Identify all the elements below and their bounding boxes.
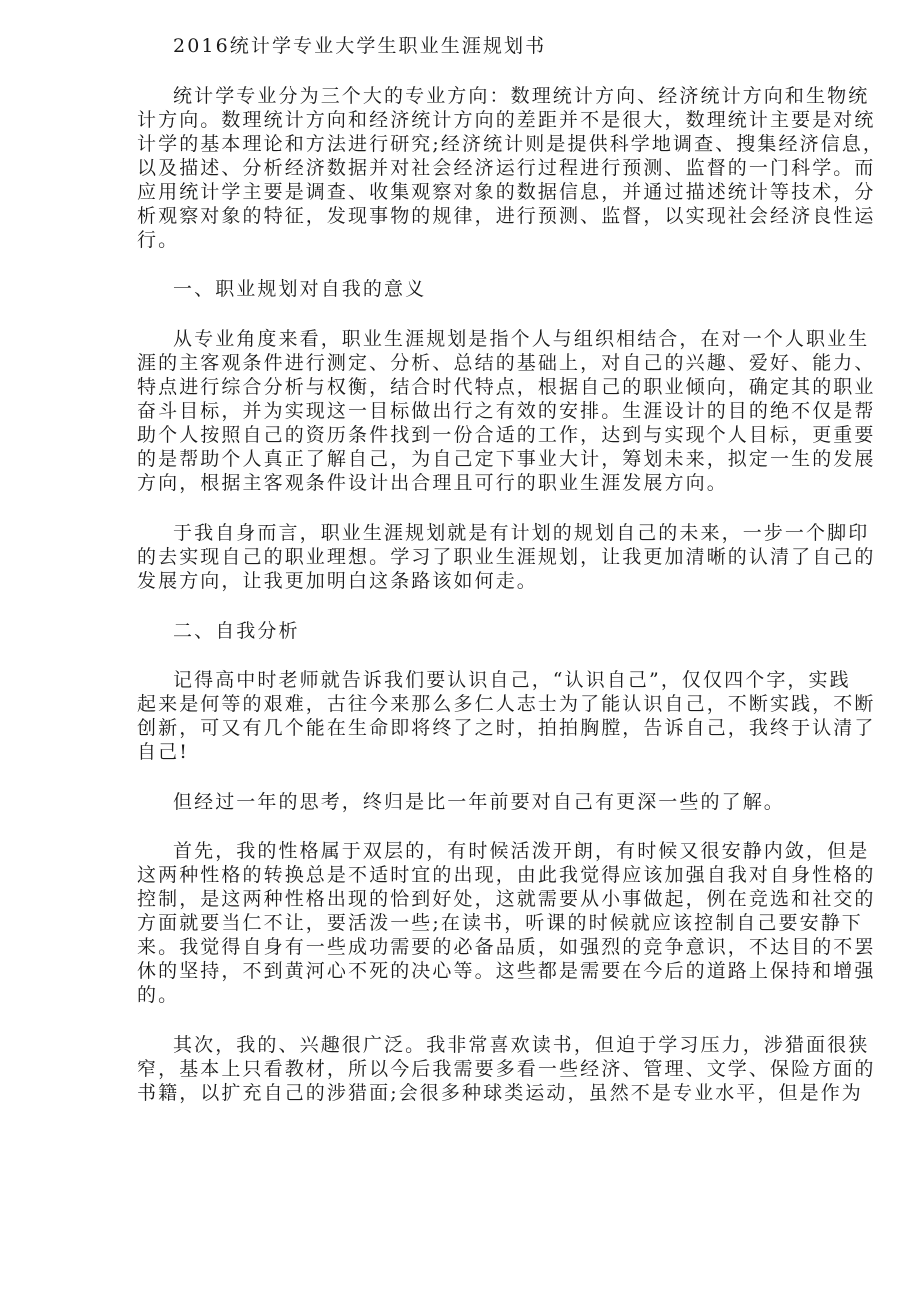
paragraph-line: 于我自身而言，职业生涯规划就是有计划的规划自己的未来，一步一个脚印 [173,522,870,544]
paragraph-line: 以及描述、分析经济数据并对社会经济运行过程进行预测、监督的一门科学。而 [137,157,876,179]
paragraph-line: 方面就要当仁不让，要活泼一些;在读书，听课的时候就应该控制自己要安静下 [137,912,863,934]
paragraph-line: 首先，我的性格属于双层的，有时候活泼开朗，有时候又很安静内敛，但是 [173,840,870,862]
paragraph-line: 来。我觉得自身有一些成功需要的必备品质，如强烈的竞争意识，不达目的不罢 [137,936,876,958]
paragraph-line: 发展方向，让我更加明白这条路该如何走。 [137,570,538,592]
section-heading-1: 一、职业规划对自我的意义 [173,278,427,300]
paragraph-line: 记得高中时老师就告诉我们要认识自己，“认识自己”，仅仅四个字，实践 [173,669,851,691]
paragraph-line: 方向，根据主客观条件设计出合理且可行的职业生涯发展方向。 [137,472,728,494]
paragraph-line: 的去实现自己的职业理想。学习了职业生涯规划，让我更加清晰的认清了自己的 [137,546,876,568]
paragraph-line: 但经过一年的思考，终归是比一年前要对自己有更深一些的了解。 [173,791,785,813]
paragraph-line: 析观察对象的特征，发现事物的规律，进行预测、监督，以实现社会经济良性运 [137,205,876,227]
paragraph-line: 计方向。数理统计方向和经济统计方向的差距并不是很大，数理统计主要是对统 [137,109,876,131]
paragraph-line: 控制，是这两种性格出现的恰到好处，这就需要从小事做起，例在竞选和社交的 [137,888,876,910]
paragraph-line: 这两种性格的转换总是不适时宜的出现，由此我觉得应该加强自我对自身性格的 [137,864,876,886]
paragraph-line: 休的坚持，不到黄河心不死的决心等。这些都是需要在今后的道路上保持和增强 [137,960,876,982]
paragraph-line: 自己! [137,741,189,763]
paragraph-line: 从专业角度来看，职业生涯规划是指个人与组织相结合，在对一个人职业生 [173,328,870,350]
paragraph-line: 其次，我的、兴趣很广泛。我非常喜欢读书，但迫于学习压力，涉猎面很狭 [173,1034,870,1056]
section-heading-2: 二、自我分析 [173,620,300,642]
paragraph-line: 书籍，以扩充自己的涉猎面;会很多种球类运动，虽然不是专业水平，但是作为 [137,1082,863,1104]
paragraph-line: 创新，可又有几个能在生命即将终了之时，拍拍胸膛，告诉自己，我终于认清了 [137,717,876,739]
paragraph-line: 起来是何等的艰难，古往今来那么多仁人志士为了能认识自己，不断实践，不断 [137,693,876,715]
paragraph-line: 涯的主客观条件进行测定、分析、总结的基础上，对自己的兴趣、爱好、能力、 [137,352,876,374]
paragraph-line: 助个人按照自己的资历条件找到一份合适的工作，达到与实现个人目标，更重要 [137,424,876,446]
paragraph-line: 奋斗目标，并为实现这一目标做出行之有效的安排。生涯设计的目的绝不仅是帮 [137,400,876,422]
paragraph-line: 的是帮助个人真正了解自己，为自己定下事业大计，筹划未来，拟定一生的发展 [137,448,876,470]
paragraph-line: 应用统计学主要是调查、收集观察对象的数据信息，并通过描述统计等技术，分 [137,181,876,203]
document-title: 2016统计学专业大学生职业生涯规划书 [173,35,547,57]
paragraph-line: 特点进行综合分析与权衡，结合时代特点，根据自己的职业倾向，确定其的职业 [137,376,876,398]
paragraph-line: 行。 [137,229,180,251]
paragraph-line: 统计学专业分为三个大的专业方向：数理统计方向、经济统计方向和生物统 [173,85,870,107]
paragraph-line: 的。 [137,984,180,1006]
paragraph-line: 窄，基本上只看教材，所以今后我需要多看一些经济、管理、文学、保险方面的 [137,1058,876,1080]
paragraph-line: 计学的基本理论和方法进行研究;经济统计则是提供科学地调查、搜集经济信息， [137,133,885,155]
